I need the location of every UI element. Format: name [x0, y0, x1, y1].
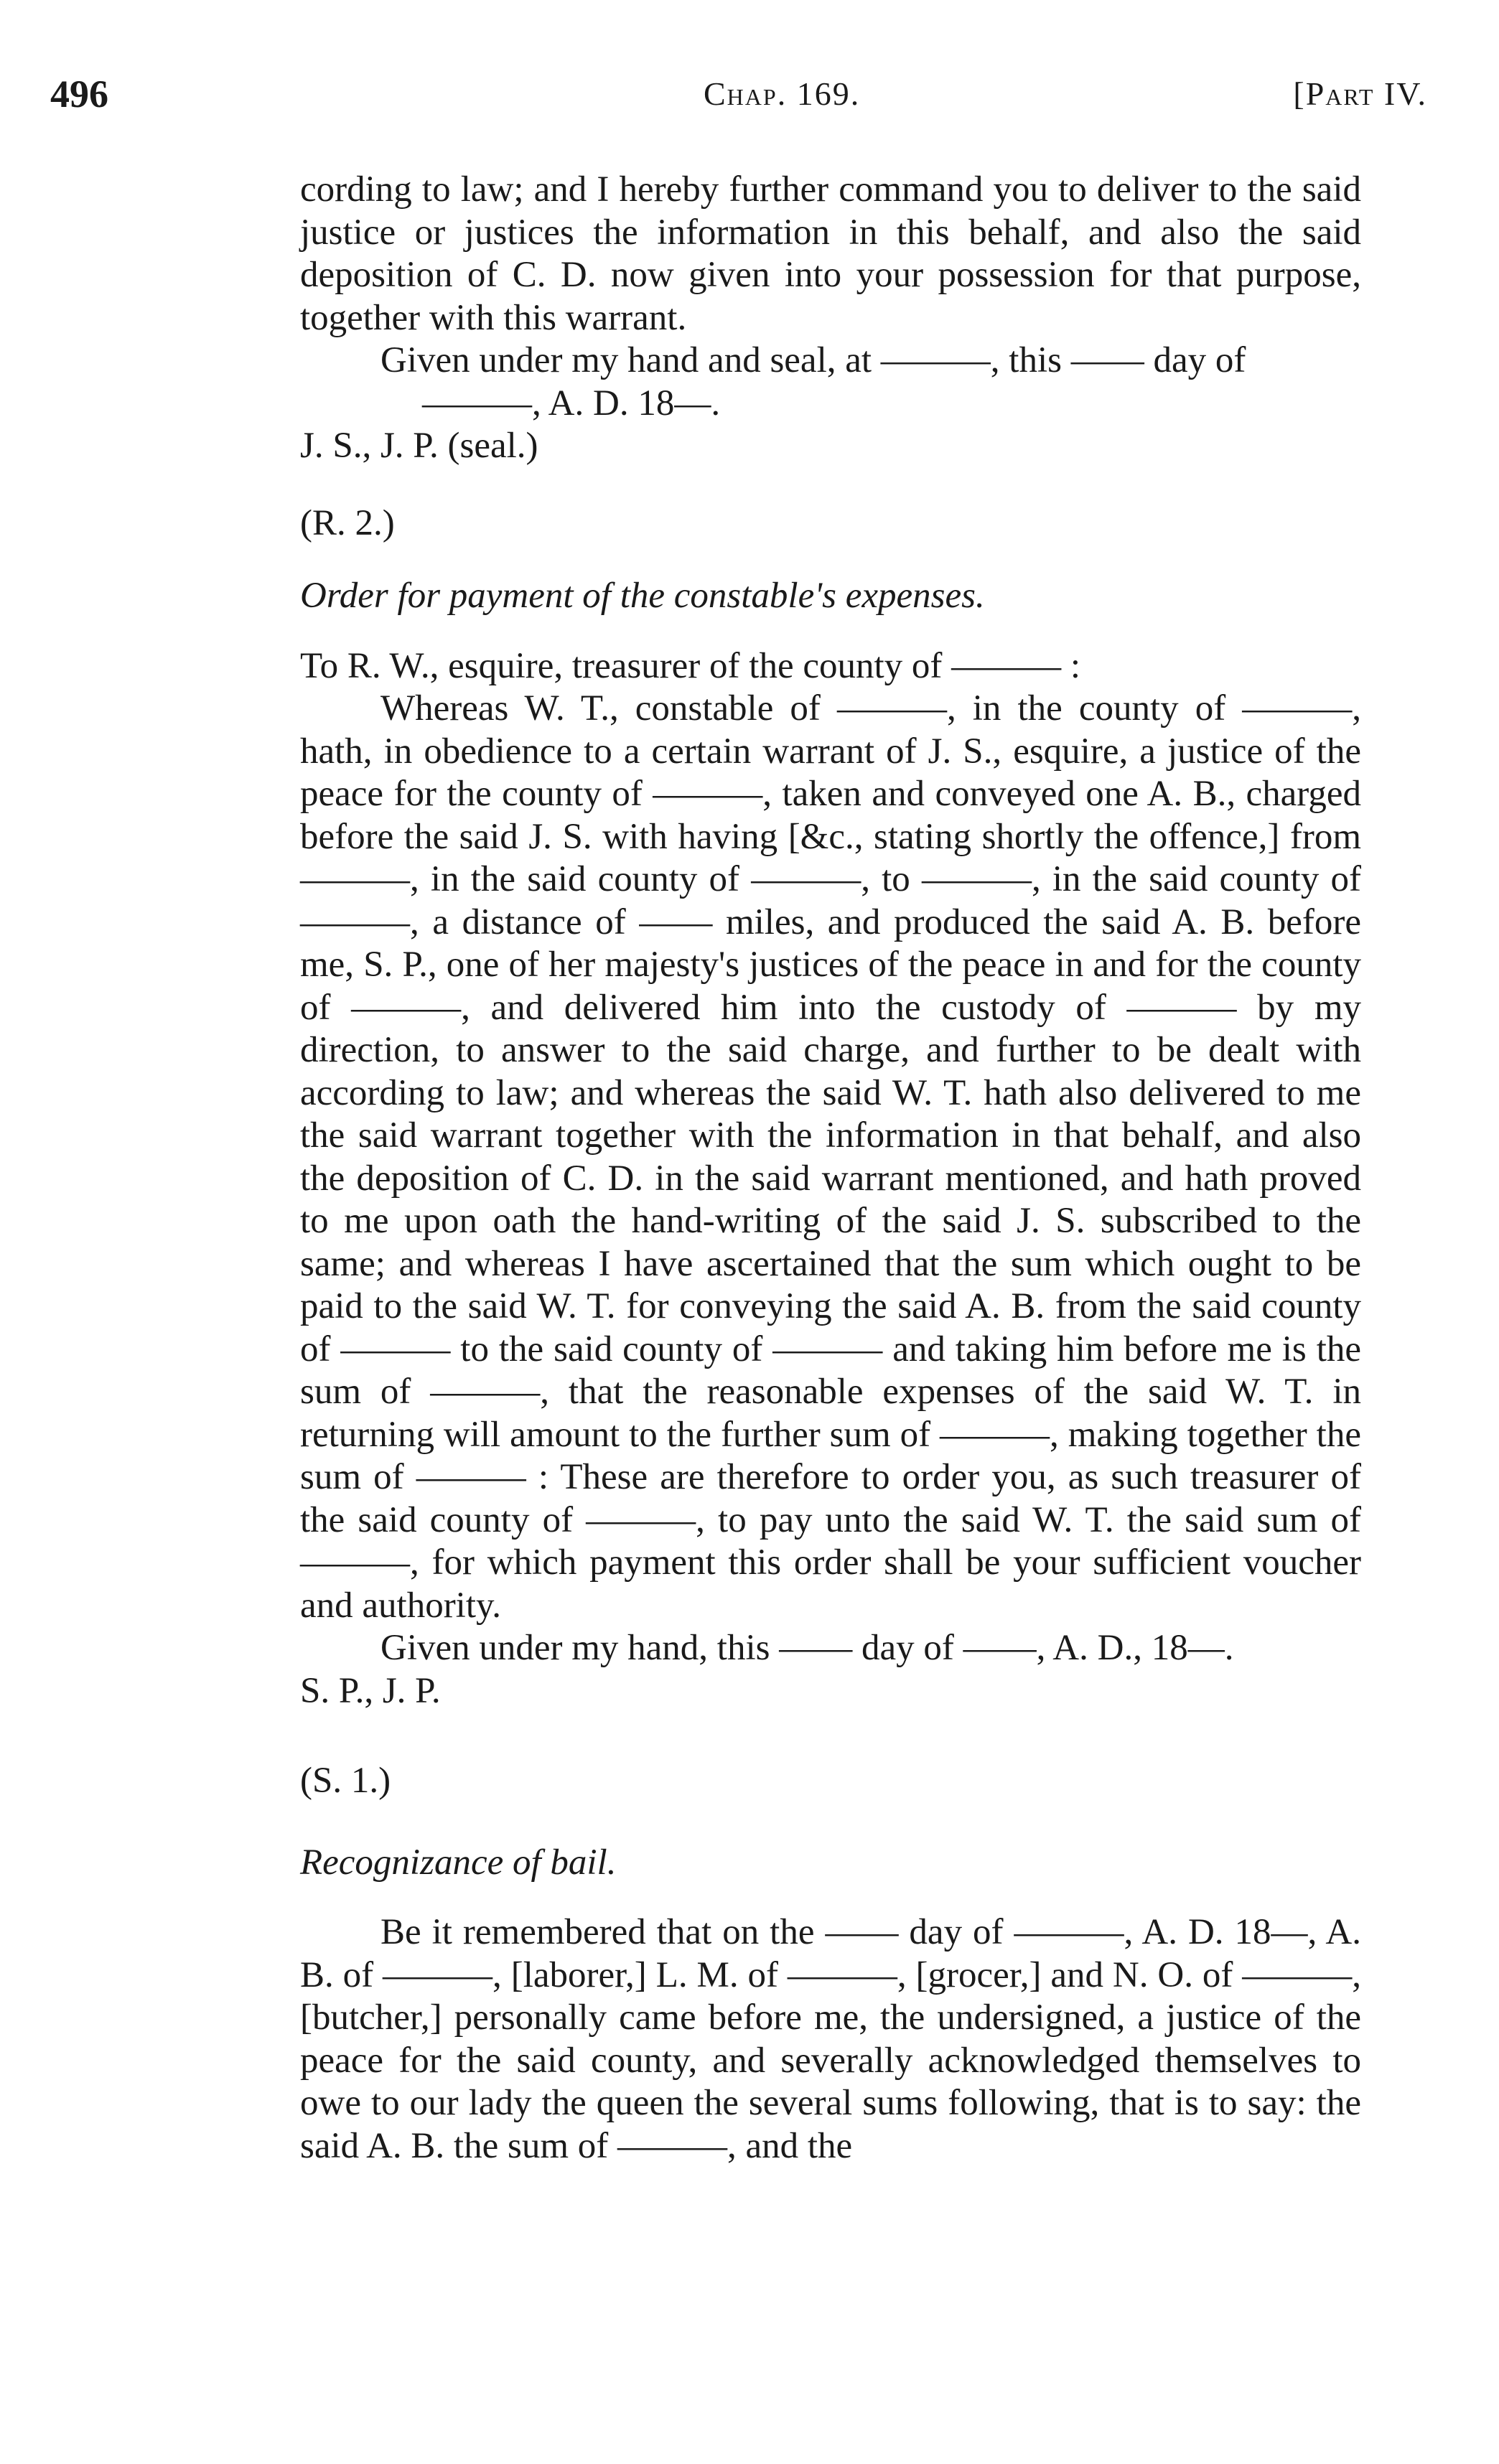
page-number: 496 [50, 72, 108, 116]
page-body [300, 169, 1361, 2168]
r2-section-label: (R. 2.) [300, 502, 395, 543]
r2-addressee: To R. W., esquire, treasurer of the county of ——— : [300, 645, 1081, 686]
r2-body: Whereas W. T., constable of ———, in the county of ———, hath, in obedience to a certain warrant of J. S., esquire, a justice of the peace for the county of ———, taken and conveyed one A. B., charged before the said J. S. with having [&c., stating shortly the offence,] from ———, in the said county of ———, to ———, in the said county of ———, a distance of —— miles, and produced the said A. B. before me, S. P., one of her majesty's justices of the peace in and for the county of ———, and delivered him into the custody of ——— by my direction, to answer to the said charge, and further to be dealt with according to law; and whereas the said W. T. hath also delivered to me the said warrant together with the information in that behalf, and also the deposition of C. D. in the said warrant mentioned, and hath proved to me upon oath the hand-writing of the said J. S. subscribed to the same; and whereas I have ascertained that the sum which ought to be paid to the said W. T. for conveying the said A. B. from the said county of ——— to the said county of ——— and taking him before me is the sum of ———, that the reasonable expenses of the said W. T. in returning will amount to the further sum of ———, making together the sum of ——— : These are therefore to order you, as such treasurer of the said county of ———, to pay unto the said W. T. the said sum of ———, for which payment this order shall be your sufficient voucher and authority. [300, 688, 1361, 1626]
r1-signature: J. S., J. P. (seal.) [300, 426, 538, 466]
part-label: [Part IV. [1293, 75, 1427, 112]
r1-continuation-paragraph: cording to law; and I hereby further command you to deliver to the said justice or justices the information in this behalf, and also the said deposition of C. D. now given into your possession for that purpose, together with this warrant. [300, 169, 1361, 338]
r1-given-line: Given under my hand and seal, at ———, this —— day of [380, 340, 1246, 380]
page-header [50, 72, 1427, 122]
s1-section-label: (S. 1.) [300, 1761, 391, 1801]
s1-body: Be it remembered that on the —— day of ———, A. D. 18—, A. B. of ———, [laborer,] L. M. of ———, [grocer,] and N. O. of ———, [butcher,] personally came before me, the undersigned, a justice of the peace for the said county, and severally acknowledged themselves to owe to our lady the queen the several sums following, that is to say: the said A. B. the sum of ———, and the [300, 1912, 1361, 2166]
s1-section-title: Recognizance of bail. [300, 1842, 617, 1883]
r2-given-line: Given under my hand, this —— day of ——, A. D., 18—. [380, 1628, 1234, 1668]
r2-signature: S. P., J. P. [300, 1670, 441, 1711]
r2-section-title: Order for payment of the constable's expenses. [300, 576, 985, 616]
r1-date-line: ———, A. D. 18—. [422, 383, 721, 423]
running-head: Chap. 169. [704, 75, 861, 112]
